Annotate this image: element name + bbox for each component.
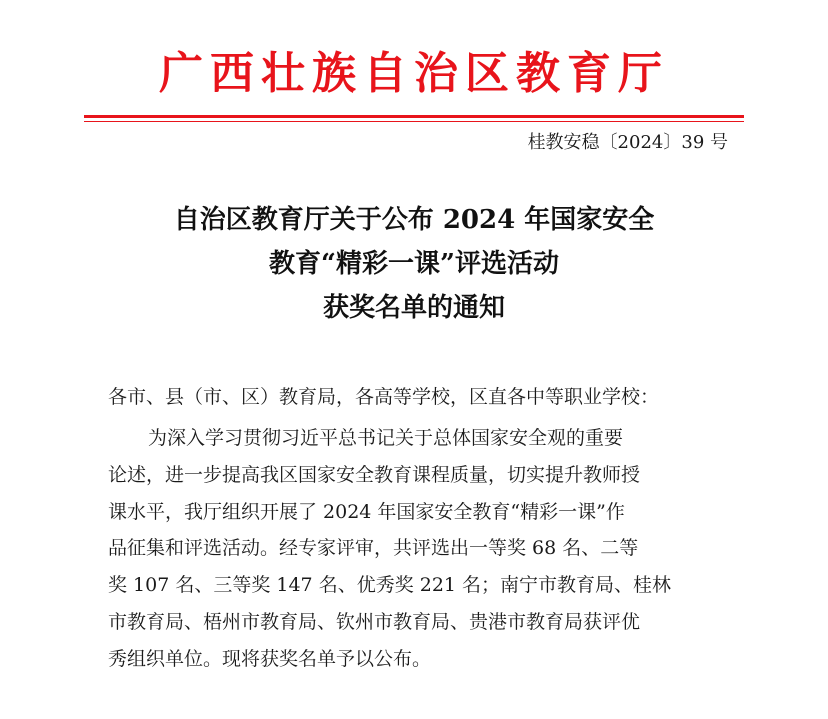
body-paragraph [108,420,728,678]
salutation: 各市、县（市、区）教育局，各高等学校，区直各中等职业学校： [108,386,660,408]
letterhead-red-rule-thin [84,121,744,122]
body-line-7: 秀组织单位。现将获奖名单予以公布。 [108,647,432,670]
letterhead-red-rule-thick [84,115,744,118]
body-line-3: 课水平，我厅组织开展了 2024 年国家安全教育“精彩一课”作 [108,500,625,523]
body-line-1: 为深入学习贯彻习近平总书记关于总体国家安全观的重要 [148,427,624,449]
title-line-2: 教育“精彩一课”评选活动 [269,249,559,279]
title-line-3: 获奖名单的通知 [322,293,505,323]
letterhead-title: 广西壮族自治区教育厅 [159,48,669,99]
body-line-6: 市教育局、梧州市教育局、钦州市教育局、贵港市教育局获评优 [108,610,641,633]
body-line-4: 品征集和评选活动。经专家评审，共评选出一等奖 68 名、二等 [108,537,639,560]
body-line-5: 奖 107 名、三等奖 147 名、优秀奖 221 名；南宁市教育局、桂林 [108,574,672,597]
document-title [84,198,744,330]
title-line-1: 自治区教育厅关于公布 2024 年国家安全 [173,205,655,235]
body-line-2: 论述，进一步提高我区国家安全教育课程质量，切实提升教师授 [108,463,641,486]
document-number: 桂教安稳〔2024〕39 号 [527,132,728,153]
